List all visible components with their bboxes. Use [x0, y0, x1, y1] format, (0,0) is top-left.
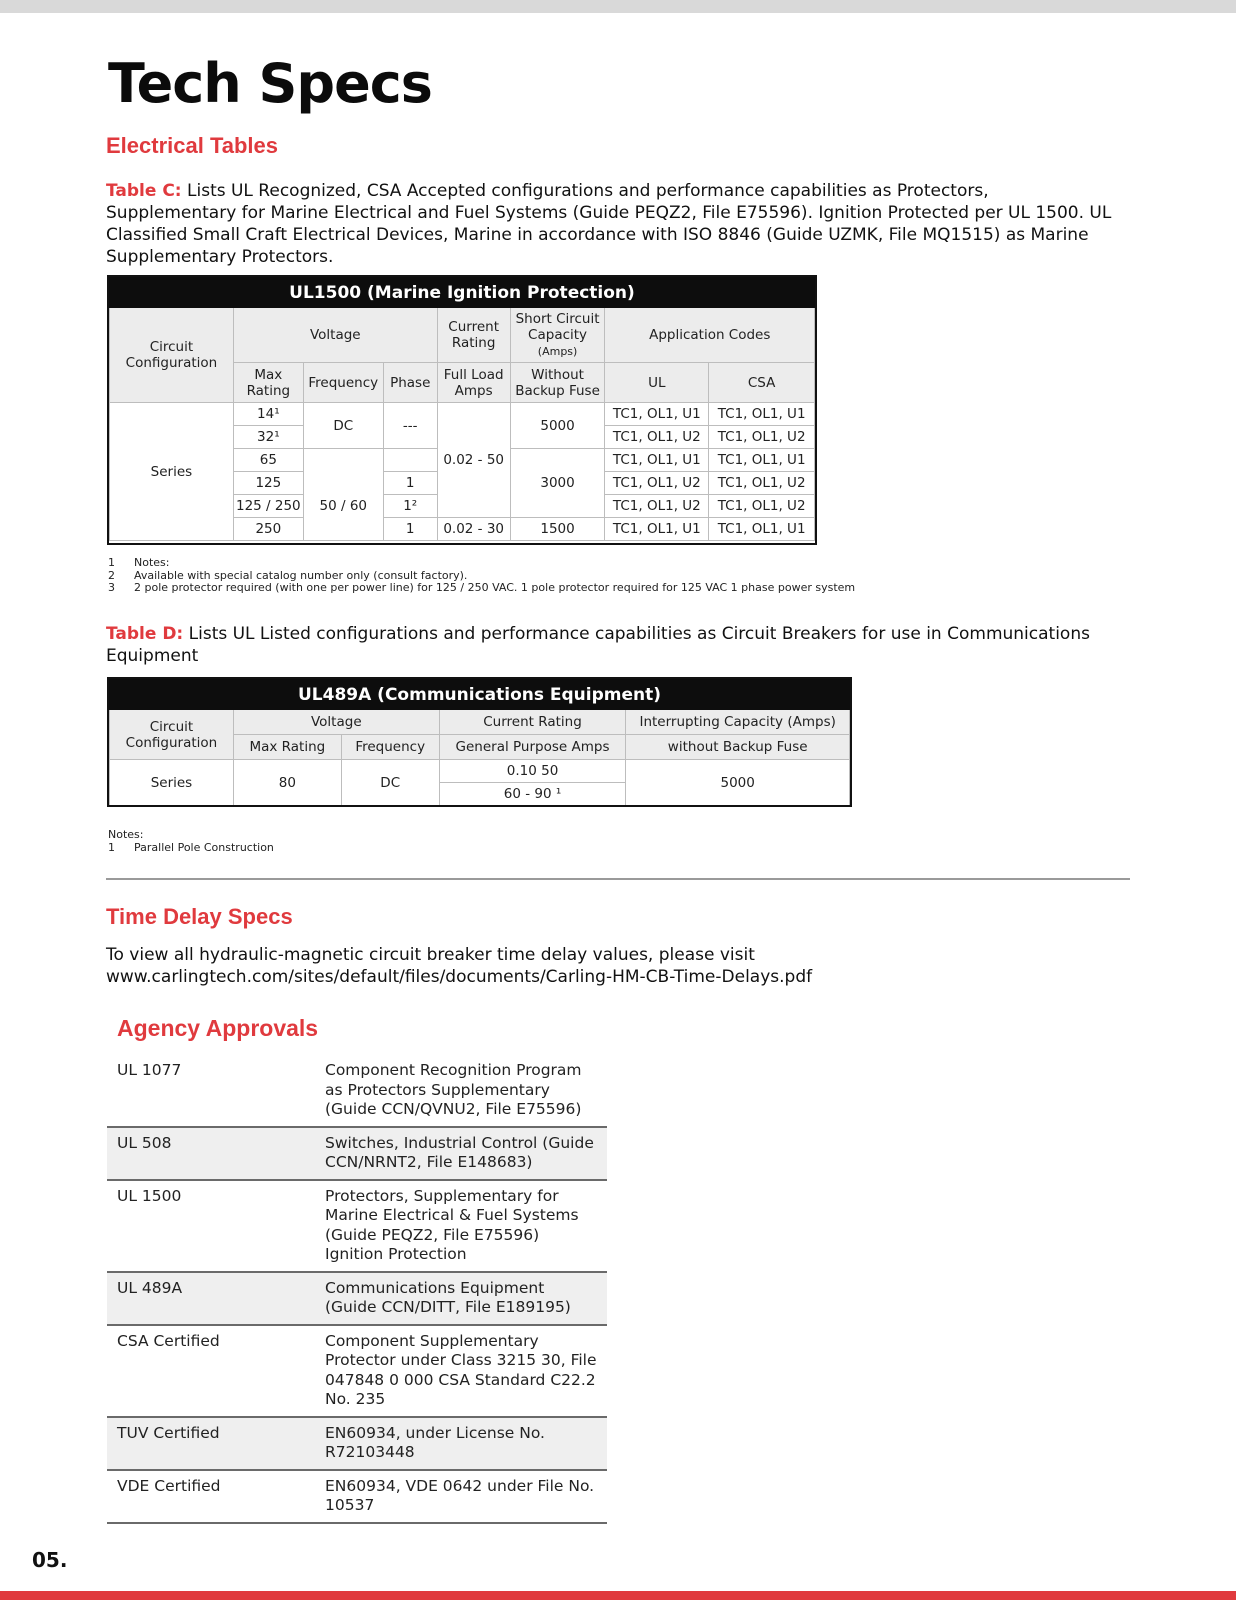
col-voltage: Voltage	[233, 710, 439, 735]
table-c-notes	[108, 557, 1008, 595]
time-delay-text: To view all hydraulic-magnetic circuit breaker time delay values, please visit www.carlingtech.com/sites/default/files/documents/Carling-HM-CB-Time-Delays.pdf	[106, 945, 813, 987]
col-voltage: Voltage	[233, 308, 437, 363]
col-general-purpose-amps: General Purpose Amps	[439, 735, 626, 760]
agency-desc: Communications Equipment (Guide CCN/DITT, File E189195)	[315, 1272, 607, 1325]
col-circuit-configuration: Circuit Configuration	[110, 308, 234, 403]
top-bar	[0, 0, 1236, 13]
col-without-backup-fuse: without Backup Fuse	[626, 735, 850, 760]
agency-row	[107, 1055, 607, 1127]
col-csa: CSA	[709, 363, 815, 403]
note-line: 1 Parallel Pole Construction	[108, 840, 274, 854]
agency-approvals-table	[107, 1055, 607, 1524]
ul-code-cell: TC1, OL1, U2	[605, 426, 709, 449]
max-rating-cell: 125 / 250	[233, 495, 303, 518]
agency-row	[107, 1272, 607, 1325]
table-c-lead: Table C:	[106, 181, 182, 201]
phase-cell: 1	[383, 472, 437, 495]
agency-name: VDE Certified	[107, 1470, 315, 1523]
table-d-ul489a	[109, 679, 850, 806]
series-cell: Series	[110, 760, 234, 806]
phase-blank-cell	[383, 449, 437, 472]
csa-code-cell: TC1, OL1, U2	[709, 495, 815, 518]
agency-row	[107, 1180, 607, 1272]
table-c-ul1500	[109, 277, 815, 541]
col-max-rating: Max Rating	[233, 363, 303, 403]
agency-name: UL 489A	[107, 1272, 315, 1325]
full-load-amps-cell: 0.02 - 30	[437, 518, 510, 541]
amps-cell: 0.10 50	[439, 760, 626, 783]
max-rating-cell: 250	[233, 518, 303, 541]
ul-code-cell: TC1, OL1, U2	[605, 495, 709, 518]
col-current-rating: Current Rating	[437, 308, 510, 363]
agency-name: UL 1077	[107, 1055, 315, 1127]
agency-row	[107, 1470, 607, 1523]
note-line: 2 Available with special catalog number only (consult factory).	[108, 568, 468, 582]
series-cell: Series	[110, 403, 234, 541]
phase-cell: ---	[383, 403, 437, 449]
col-current-rating: Current Rating	[439, 710, 626, 735]
agency-desc: Switches, Industrial Control (Guide CCN/NRNT2, File E148683)	[315, 1127, 607, 1180]
table-c-description	[106, 180, 1116, 268]
agency-row	[107, 1127, 607, 1180]
frequency-cell: DC	[341, 760, 439, 806]
col-frequency: Frequency	[341, 735, 439, 760]
csa-code-cell: TC1, OL1, U1	[709, 518, 815, 541]
frequency-blank-cell	[303, 449, 383, 472]
table-d-notes	[108, 829, 708, 854]
agency-desc: Component Supplementary Protector under Class 3215 30, File 047848 0 000 CSA Standard C22.2 No. 235	[315, 1325, 607, 1417]
amps-cell: 60 - 90 ¹	[439, 783, 626, 806]
agency-name: TUV Certified	[107, 1417, 315, 1470]
agency-row	[107, 1417, 607, 1470]
electrical-tables-heading: Electrical Tables	[106, 133, 279, 158]
agency-name: UL 508	[107, 1127, 315, 1180]
col-application-codes: Application Codes	[605, 308, 815, 363]
col-ul: UL	[605, 363, 709, 403]
table-c-title: UL1500 (Marine Ignition Protection)	[110, 278, 815, 308]
ul-code-cell: TC1, OL1, U1	[605, 403, 709, 426]
table-d-lead: Table D:	[106, 624, 184, 644]
section-divider	[106, 878, 1130, 880]
col-full-load-amps: Full Load Amps	[437, 363, 510, 403]
phase-cell: 1²	[383, 495, 437, 518]
max-rating-cell: 125	[233, 472, 303, 495]
max-rating-cell: 80	[233, 760, 341, 806]
bottom-bar	[0, 1591, 1236, 1600]
phase-cell: 1	[383, 518, 437, 541]
full-load-amps-cell: 0.02 - 50	[437, 403, 510, 518]
col-max-rating: Max Rating	[233, 735, 341, 760]
table-c-text: Lists UL Recognized, CSA Accepted configurations and performance capabilities as Protectors, Supplementary for Marine Electrical and Fuel Systems (Guide PEQZ2, File E75596). Ignition Protected per UL 1500. UL Classified Small Craft Electrical Devices, Marine in accordance with ISO 8846 (Guide UZMK, File MQ1515) as Marine Supplementary Protectors.	[106, 181, 1112, 267]
csa-code-cell: TC1, OL1, U2	[709, 472, 815, 495]
csa-code-cell: TC1, OL1, U2	[709, 426, 815, 449]
ul-code-cell: TC1, OL1, U1	[605, 449, 709, 472]
col-interrupting-capacity: Interrupting Capacity (Amps)	[626, 710, 850, 735]
max-rating-cell: 65	[233, 449, 303, 472]
capacity-cell: 5000	[626, 760, 850, 806]
agency-desc: Component Recognition Program as Protectors Supplementary (Guide CCN/QVNU2, File E75596)	[315, 1055, 607, 1127]
max-rating-cell: 14¹	[233, 403, 303, 426]
agency-row	[107, 1325, 607, 1417]
col-short-circuit	[510, 308, 605, 363]
short-circuit-cell: 5000	[510, 403, 605, 449]
frequency-cell: 50 / 60	[303, 472, 383, 541]
page-number: 05.	[32, 1548, 68, 1572]
time-delay-heading: Time Delay Specs	[106, 904, 293, 929]
short-circuit-cell: 3000	[510, 449, 605, 518]
agency-desc: Protectors, Supplementary for Marine Electrical & Fuel Systems (Guide PEQZ2, File E75596) Ignition Protection	[315, 1180, 607, 1272]
note-line: 1 Notes:	[108, 556, 170, 569]
agency-desc: EN60934, VDE 0642 under File No. 10537	[315, 1470, 607, 1523]
col-without-backup-fuse: Without Backup Fuse	[510, 363, 605, 403]
short-circuit-unit: (Amps)	[537, 344, 578, 358]
col-frequency: Frequency	[303, 363, 383, 403]
table-d-text: Lists UL Listed configurations and performance capabilities as Circuit Breakers for use in Communications Equipment	[106, 624, 1090, 666]
agency-name: CSA Certified	[107, 1325, 315, 1417]
agency-desc: EN60934, under License No. R72103448	[315, 1417, 607, 1470]
agency-approvals-heading: Agency Approvals	[117, 1015, 319, 1041]
notes-title: Notes:	[108, 828, 144, 841]
csa-code-cell: TC1, OL1, U1	[709, 403, 815, 426]
col-circuit-configuration: Circuit Configuration	[110, 710, 234, 760]
table-d-title: UL489A (Communications Equipment)	[110, 680, 850, 710]
csa-code-cell: TC1, OL1, U1	[709, 449, 815, 472]
agency-name: UL 1500	[107, 1180, 315, 1272]
page-title: Tech Specs	[108, 52, 432, 115]
max-rating-cell: 32¹	[233, 426, 303, 449]
short-circuit-label: Short Circuit Capacity	[515, 310, 600, 343]
note-line: 3 2 pole protector required (with one per power line) for 125 / 250 VAC. 1 pole protector required for 125 VAC 1 phase power system	[108, 581, 856, 594]
short-circuit-cell: 1500	[510, 518, 605, 541]
table-d-description	[106, 623, 1116, 667]
ul-code-cell: TC1, OL1, U2	[605, 472, 709, 495]
ul-code-cell: TC1, OL1, U1	[605, 518, 709, 541]
frequency-cell: DC	[303, 403, 383, 449]
col-phase: Phase	[383, 363, 437, 403]
